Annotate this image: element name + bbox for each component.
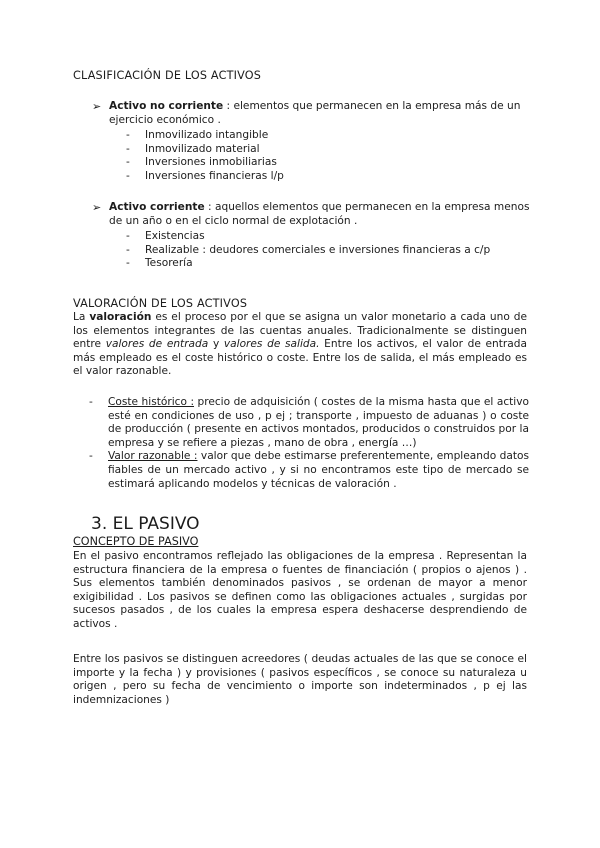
list-valoracion xyxy=(89,396,529,491)
bullet-activo-no-corriente xyxy=(92,100,532,127)
paragraph-pasivo-1: En el pasivo encontramos reflejado las obligaciones de la empresa . Representan la estructura financiera de la empresa o fuentes de financiación ( propios o ajenos ) . Sus elementos también denominados pasivos , se ordenan de mayor a menor exigibilidad . Los pasivos se definen como las obligaciones actuales , surgidas por sucesos pasados , de los cuales la empresa espera deshacerse desprendiendo de activos . xyxy=(73,550,527,630)
list-activo-no-corriente xyxy=(126,129,284,183)
term-activo-corriente: Activo corriente xyxy=(109,201,205,213)
term-valoracion: valoración xyxy=(89,311,152,323)
term-activo-no-corriente: Activo no corriente xyxy=(109,100,224,112)
term-valor-razonable: Valor razonable : xyxy=(108,450,198,463)
list-item: - Coste histórico : precio de adquisición ( costes de la misma hasta que el activo esté en condiciones de uso , p ej ; transporte , impuesto de aduanas ) o coste de producción ( presente en activos montados, producidos o construidos por la empresa y se refiere a piezas , mano de obra , energía …) xyxy=(89,396,529,450)
definition-activo-corriente: : aquellos elementos que permanecen en la empresa menos de un año o en el ciclo normal de explotación . xyxy=(109,201,530,227)
section-title-valoracion: VALORACIÓN DE LOS ACTIVOS xyxy=(73,297,248,310)
list-item: - Valor razonable : valor que debe estimarse preferentemente, empleando datos fiables de un mercado activo , y si no encontramos este tipo de mercado se estimará aplicando modelos y técnicas de valoración . xyxy=(89,450,529,491)
arrow-bullet-icon: ➢ xyxy=(92,201,102,214)
paragraph-pasivo-2: Entre los pasivos se distinguen acreedores ( deudas actuales de las que se conoce el importe y la fecha ) y provisiones ( pasivos específicos , se conoce su naturaleza u origen , pero su fecha de vencimiento o importe son indeterminados , p ej las indemnizaciones ) xyxy=(73,653,527,706)
bullet-activo-corriente xyxy=(92,201,538,228)
list-item: - Existencias xyxy=(126,230,490,244)
arrow-bullet-icon: ➢ xyxy=(92,100,102,113)
list-item: - Inversiones inmobiliarias xyxy=(126,156,284,170)
list-item: - Inmovilizado material xyxy=(126,143,284,157)
term-coste-historico: Coste histórico : xyxy=(108,396,195,408)
list-item: - Inmovilizado intangible xyxy=(126,129,284,143)
subheading-concepto-pasivo: CONCEPTO DE PASIVO xyxy=(73,535,199,548)
definition-activo-no-corriente: : elementos que permanecen en la empresa más de un ejercicio económico . xyxy=(109,100,521,126)
section-title-clasificacion: CLASIFICACIÓN DE LOS ACTIVOS xyxy=(73,69,262,82)
paragraph-valoracion: La valoración es el proceso por el que se asigna un valor monetario a cada uno de los elementos integrantes de las cuentas anuales. Tradicionalmente se distinguen entre valores de entrada y valores de salida. Entre los activos, el valor de entrada más empleado es el coste histórico o coste. Entre los de salida, el más empleado es el valor razonable. xyxy=(73,311,528,378)
list-item: - Inversiones financieras l/p xyxy=(126,170,284,184)
list-item: - Realizable : deudores comerciales e inversiones financieras a c/p xyxy=(126,244,490,258)
list-item: - Tesorería xyxy=(126,257,490,271)
list-activo-corriente xyxy=(126,230,490,271)
heading-el-pasivo: 3. EL PASIVO xyxy=(91,514,200,534)
